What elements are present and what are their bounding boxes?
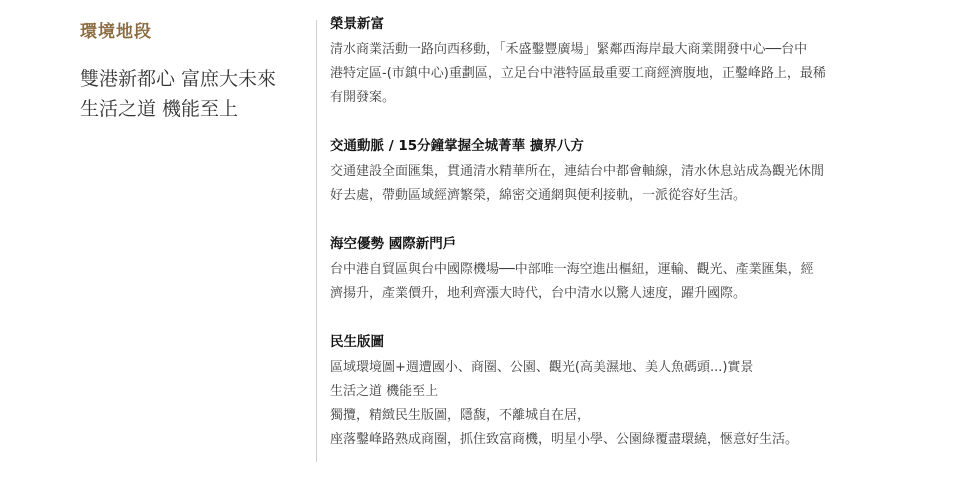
block-body (330, 160, 915, 208)
vertical-divider (316, 20, 317, 462)
body-line: 台中港自貿區與台中國際機場──中部唯一海空進出樞紐，運輸、觀光、產業匯集，經 (330, 262, 814, 277)
block-title: 海空優勢 國際新門戶 (330, 236, 457, 252)
body-line: 濟揚升，產業價升，地利齊漲大時代，台中清水以驚人速度，躍升國際。 (330, 286, 747, 301)
block-body (330, 258, 915, 306)
body-line: 生活之道 機能至上 (330, 384, 439, 399)
headline-line: 生活之道 機能至上 (80, 98, 239, 120)
content-column (330, 13, 915, 477)
block-title: 民生版圖 (330, 334, 384, 350)
body-line: 港特定區-(市鎮中心)重劃區，立足台中港特區最重要工商經濟腹地，正鑿峰路上，最稀 (330, 66, 826, 81)
block-body (330, 38, 915, 110)
content-block-livelihood (330, 331, 915, 452)
body-line: 清水商業活動一路向西移動，「禾盛鑿豐廣場」緊鄰西海岸最大商業開發中心──台中 (330, 42, 808, 57)
body-line: 交通建設全面匯集，貫通清水精華所在，連結台中都會軸線，清水休息站成為觀光休閒 (330, 164, 825, 179)
headline-line: 雙港新都心 富庶大未來 (80, 68, 277, 90)
content-block-sea-air (330, 233, 915, 306)
content-block-prosperity (330, 13, 915, 110)
body-line: 有開發案。 (330, 90, 396, 105)
block-title: 榮景新富 (330, 16, 384, 32)
body-line: 座落鑿峰路熟成商圈，抓住致富商機，明星小學、公園綠覆盡環繞，愜意好生活。 (330, 432, 799, 447)
body-line: 獨攬，精緻民生版圖，隱馥，不離城自在居， (330, 408, 591, 423)
block-title: 交通動脈 / 15分鐘掌握全城菁華 擴界八方 (330, 138, 584, 154)
body-line: 區域環境圖+週遭國小、商圈、公園、觀光(高美濕地、美人魚碼頭...)實景 (330, 360, 754, 375)
content-block-transport (330, 135, 915, 208)
left-column (80, 20, 310, 124)
section-label: 環境地段 (80, 22, 152, 42)
block-body (330, 356, 915, 452)
body-line: 好去處，帶動區域經濟繁榮，綿密交通網與便利接軌，一派從容好生活。 (330, 188, 747, 203)
headline (80, 64, 310, 124)
